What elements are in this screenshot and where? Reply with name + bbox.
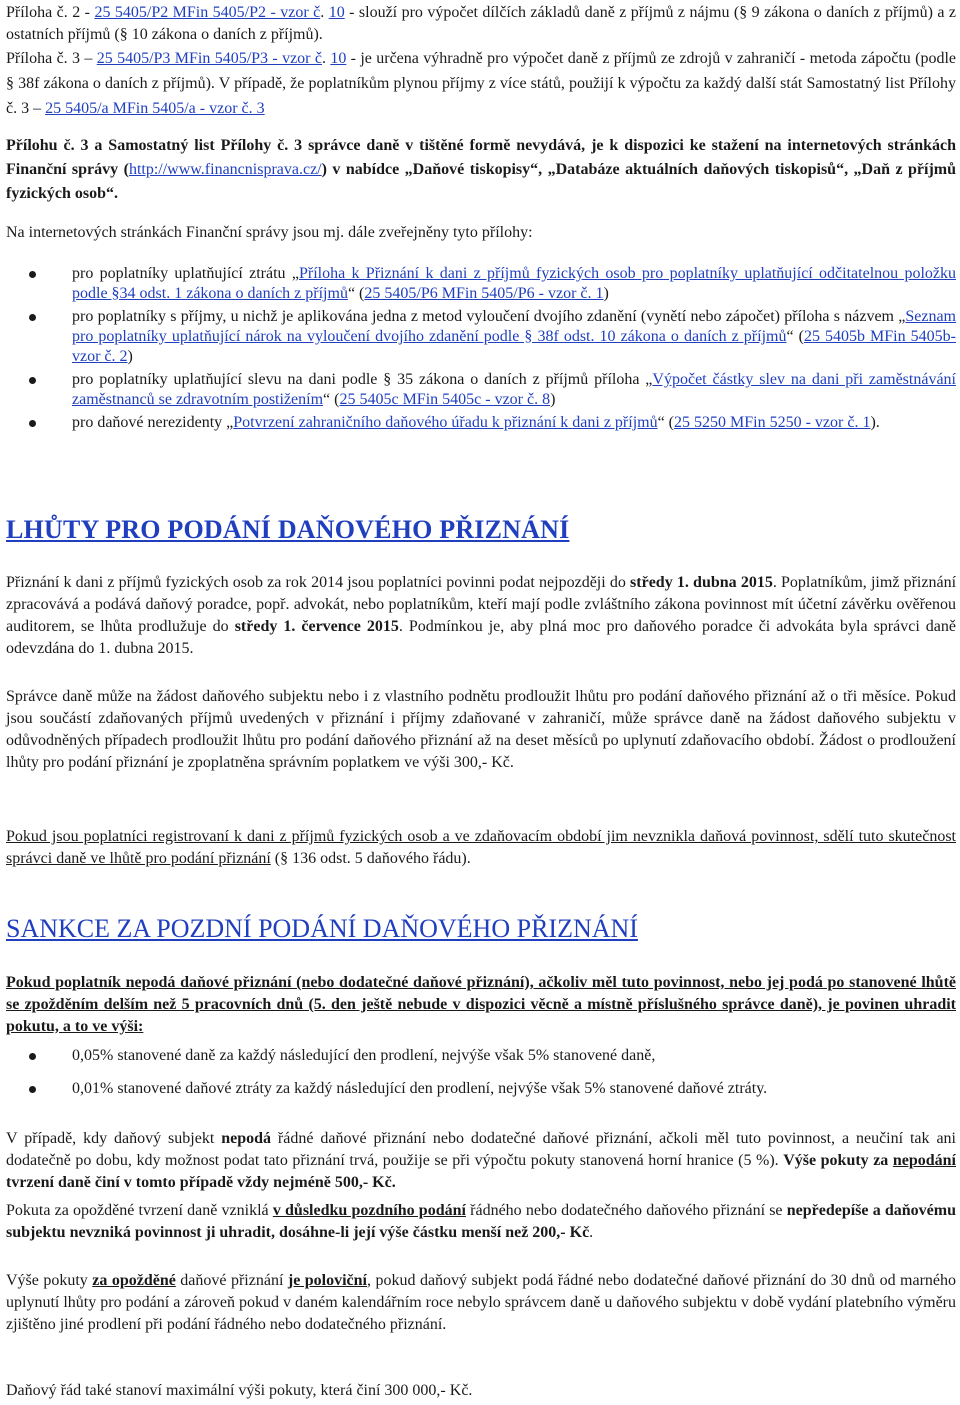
text: tvrzení daně činí v tomto případě vždy nejméně 500,- Kč. xyxy=(6,1174,396,1191)
text: . xyxy=(589,1224,594,1241)
penalty-list xyxy=(6,1046,956,1099)
text: za opožděné xyxy=(92,1272,176,1289)
text: nepředepíše a daňovému subjektu nevzniká povinnost ji uhradit, dosáhne-li její výše částku menší než 200,- Kč xyxy=(6,1202,957,1241)
list-item xyxy=(6,1046,956,1066)
text: v důsledku pozdního podání xyxy=(272,1202,466,1219)
text: . Podmínkou je, aby plná moc pro daňového poradce či advokáta byla správci daně odevzdána do 1. dubna 2015. xyxy=(6,618,957,657)
text: nepodání xyxy=(892,1152,956,1169)
text: 0,05% stanovené daně za každý následující den prodlení, nejvýše však 5% stanovené daně, xyxy=(72,1047,656,1064)
link-form-5405b[interactable]: 25 5405b MFin 5405b- vzor č. 2 xyxy=(72,328,956,365)
bullet-icon xyxy=(29,1053,36,1060)
text: ) xyxy=(550,391,556,408)
link-attachment-loss[interactable]: Příloha k Přiznání k dani z příjmů fyzických osob pro poplatníky uplatňující odčitatelnou položku podle §34 odst. 1 zákona o daních z příjmů xyxy=(72,265,957,302)
text: ). xyxy=(870,414,880,431)
heading-deadlines: LHŮTY PRO PODÁNÍ DAŇOVÉHO PŘIZNÁNÍ xyxy=(6,515,570,544)
text: , pokud daňový subjekt podá řádné nebo dodatečné daňové přiznání do 30 dnů od marného uplynutí lhůty pro podání a zároveň pokud v daném kalendářním roce nebylo správcem daně u daňového subjektu v době vydání platebního výměru zjištěno jiné prodlení při podání řádného nebo dodatečného přiznání. xyxy=(6,1272,957,1333)
link-form-5405c[interactable]: 25 5405c MFin 5405c - vzor č. 8 xyxy=(339,391,551,408)
attachments-list xyxy=(6,264,956,433)
extended-deadline-date: středy 1. července 2015 xyxy=(234,618,399,635)
paragraph-no-liability xyxy=(6,826,956,870)
link-form-p6[interactable]: 25 5405/P6 MFin 5405/P6 - vzor č. 1 xyxy=(364,285,604,302)
paragraph-minimum-penalty xyxy=(6,1200,956,1244)
text: V případě, kdy daňový subjekt xyxy=(6,1130,222,1147)
text: “ ( xyxy=(786,328,804,345)
list-item xyxy=(6,370,956,410)
bullet-icon xyxy=(29,1086,36,1093)
text: Příloha č. 2 - xyxy=(6,4,95,21)
text: 0,01% stanovené daňové ztráty za každý následující den prodlení, nejvýše však 5% stanovené daňové ztráty. xyxy=(72,1080,768,1097)
text: . Poplatníkům, jimž přiznání zpracovává a podává daňový poradce, popř. advokát, nebo poplatníkům, kteří mají podle zvláštního zákona povinnost mít účetní závěrku ověřenou auditorem, se lhůta prodlužuje do xyxy=(6,574,957,635)
text: (§ 136 odst. 5 daňového řádu). xyxy=(270,850,471,867)
text: . xyxy=(321,50,331,67)
text: Výše pokuty za xyxy=(783,1152,893,1169)
link-form-p2[interactable]: 25 5405/P2 MFin 5405/P2 - vzor č xyxy=(94,4,321,21)
text: je poloviční xyxy=(287,1272,368,1289)
text: řádného nebo dodatečného daňového přiznání se xyxy=(465,1202,787,1219)
text: ) v nabídce „Daňové tiskopisy“, „Databáze aktuálních daňových tiskopisů“, „Daň z příjmů fyzických osob“. xyxy=(6,161,957,202)
paragraph-max-penalty: Daňový řád také stanoví maximální výši pokuty, která činí 300 000,- Kč. xyxy=(6,1382,473,1399)
link-form-5405a[interactable]: 25 5405/a MFin 5405/a - vzor č. 3 xyxy=(45,100,265,117)
text: . xyxy=(320,4,329,21)
list-item xyxy=(6,413,956,433)
paragraph-attachments-intro: Na internetových stránkách Finanční správy jsou mj. dále zveřejněny tyto přílohy: xyxy=(6,224,533,241)
text: daňové přiznání xyxy=(175,1272,288,1289)
text: pro poplatníky uplatňující ztrátu „ xyxy=(72,265,299,282)
text: - je určena výhradně pro výpočet daně z příjmů ze zdrojů v zahraničí - metoda zápočtu (podle § 38f zákona o daních z příjmů). V případě, že poplatníkům plynou příjmy z více států, použijí k výpočtu za každý další stát Samostatný list Přílohy č. 3 – xyxy=(6,50,957,117)
text: řádné daňové přiznání nebo dodatečné daňové přiznání, ačkoli měl tuto povinnost, a neučiní tak ani dodatečně po dobu, kdy možnost podat tato přiznání trvá, použije se při výpočtu pokuty stanovená horní hranice (5 %). xyxy=(6,1130,957,1169)
paragraph-priloha-2 xyxy=(6,2,956,46)
link-attachment-double-tax[interactable]: Seznam pro poplatníky uplatňující nárok na vyloučení dvojího zdanění podle § 38f odst. 10 zákona o daních z příjmů xyxy=(72,308,956,345)
text: Příloha č. 3 – xyxy=(6,50,97,67)
list-item xyxy=(6,307,956,367)
text: Přiznání k dani z příjmů fyzických osob za rok 2014 jsou poplatníci povinni podat nejpozději do xyxy=(6,574,631,591)
link-form-p3-version[interactable]: 10 xyxy=(330,50,347,67)
bullet-icon xyxy=(29,271,36,278)
link-attachment-disabled-employees[interactable]: Výpočet částky slev na dani při zaměstnávání zaměstnanců se zdravotním postižením xyxy=(72,371,957,408)
text: - slouží pro výpočet dílčích základů daně z příjmů z nájmu (§ 9 zákona o daních z příjmů) a z ostatních příjmů (§ 10 zákona o daních z příjmů). xyxy=(6,4,957,43)
paragraph-half-penalty xyxy=(6,1270,956,1336)
text: Pokuta za opožděné tvrzení daně vzniklá xyxy=(6,1202,273,1219)
paragraph-download-info xyxy=(6,134,956,206)
text: pro poplatníky uplatňující slevu na dani podle § 35 zákona o daních z příjmů příloha „ xyxy=(72,371,653,388)
link-attachment-nonresidents[interactable]: Potvrzení zahraničního daňového úřadu k přiznání k dani z příjmů xyxy=(233,414,658,431)
link-form-p3[interactable]: 25 5405/P3 MFin 5405/P3 - vzor č xyxy=(96,50,322,67)
link-form-5250[interactable]: 25 5250 MFin 5250 - vzor č. 1 xyxy=(674,414,871,431)
text: Přílohu č. 3 a Samostatný list Přílohy č. 3 správce daně v tištěné formě nevydává, je k dispozici ke stažení na internetových stránkách Finanční správy ( xyxy=(6,137,956,178)
text: nepodá xyxy=(221,1130,271,1147)
text: pro poplatníky s příjmy, u nichž je aplikována jedna z metod vyloučení dvojího zdanění (vynětí nebo zápočet) příloha s názvem „ xyxy=(72,308,906,325)
text: “ ( xyxy=(347,285,365,302)
link-form-p2-version[interactable]: 10 xyxy=(328,4,345,21)
text: Pokud jsou poplatníci registrovaní k dani z příjmů fyzických osob a ve zdaňovacím období jim nevznikla daňová povinnost, sdělí tuto skutečnost správci daně ve lhůtě pro podání přiznání xyxy=(6,828,956,867)
paragraph-extension: Správce daně může na žádost daňového subjektu nebo i z vlastního podnětu prodloužit lhůtu pro podání daňového přiznání až o tři měsíce. Pokud jsou součástí zdaňovaných příjmů uvedených v přiznání i příjmy zdaňované v zahraničí, může správce daně na žádost daňového subjektu v odůvodněných případech prodloužit lhůtu pro podání daňového přiznání až na deset měsíců po uplynutí zdaňovacího období. Žádost o prodloužení lhůty pro podání přiznání je zpoplatněna správním poplatkem ve výši 300,- Kč. xyxy=(6,688,956,771)
link-financnisprava[interactable]: http://www.financnisprava.cz/ xyxy=(128,161,322,178)
bullet-icon xyxy=(29,420,36,427)
list-item xyxy=(6,264,956,304)
paragraph-priloha-3 xyxy=(6,46,956,121)
text: “ ( xyxy=(657,414,675,431)
text: Výše pokuty xyxy=(6,1272,93,1289)
paragraph-penalty-intro: Pokud poplatník nepodá daňové přiznání (nebo dodatečné daňové přiznání), ačkoliv měl tuto povinnost, nebo jej podá po stanovené lhůtě se zpožděním delším než 5 pracovních dnů (5. den ještě nebude v dispozici věcně a místně příslušného správce daně), je povinen uhradit pokutu, a to ve výši: xyxy=(6,974,956,1035)
deadline-date: středy 1. dubna 2015 xyxy=(630,574,773,591)
bullet-icon xyxy=(29,377,36,384)
bullet-icon xyxy=(29,314,36,321)
text: pro daňové nerezidenty „ xyxy=(72,414,234,431)
paragraph-no-filing xyxy=(6,1128,956,1194)
heading-sanctions: SANKCE ZA POZDNÍ PODÁNÍ DAŇOVÉHO PŘIZNÁNÍ xyxy=(6,914,638,943)
text: ) xyxy=(603,285,609,302)
list-item xyxy=(6,1079,956,1099)
text: ) xyxy=(127,348,133,365)
text: “ ( xyxy=(323,391,340,408)
paragraph-deadline xyxy=(6,572,956,660)
